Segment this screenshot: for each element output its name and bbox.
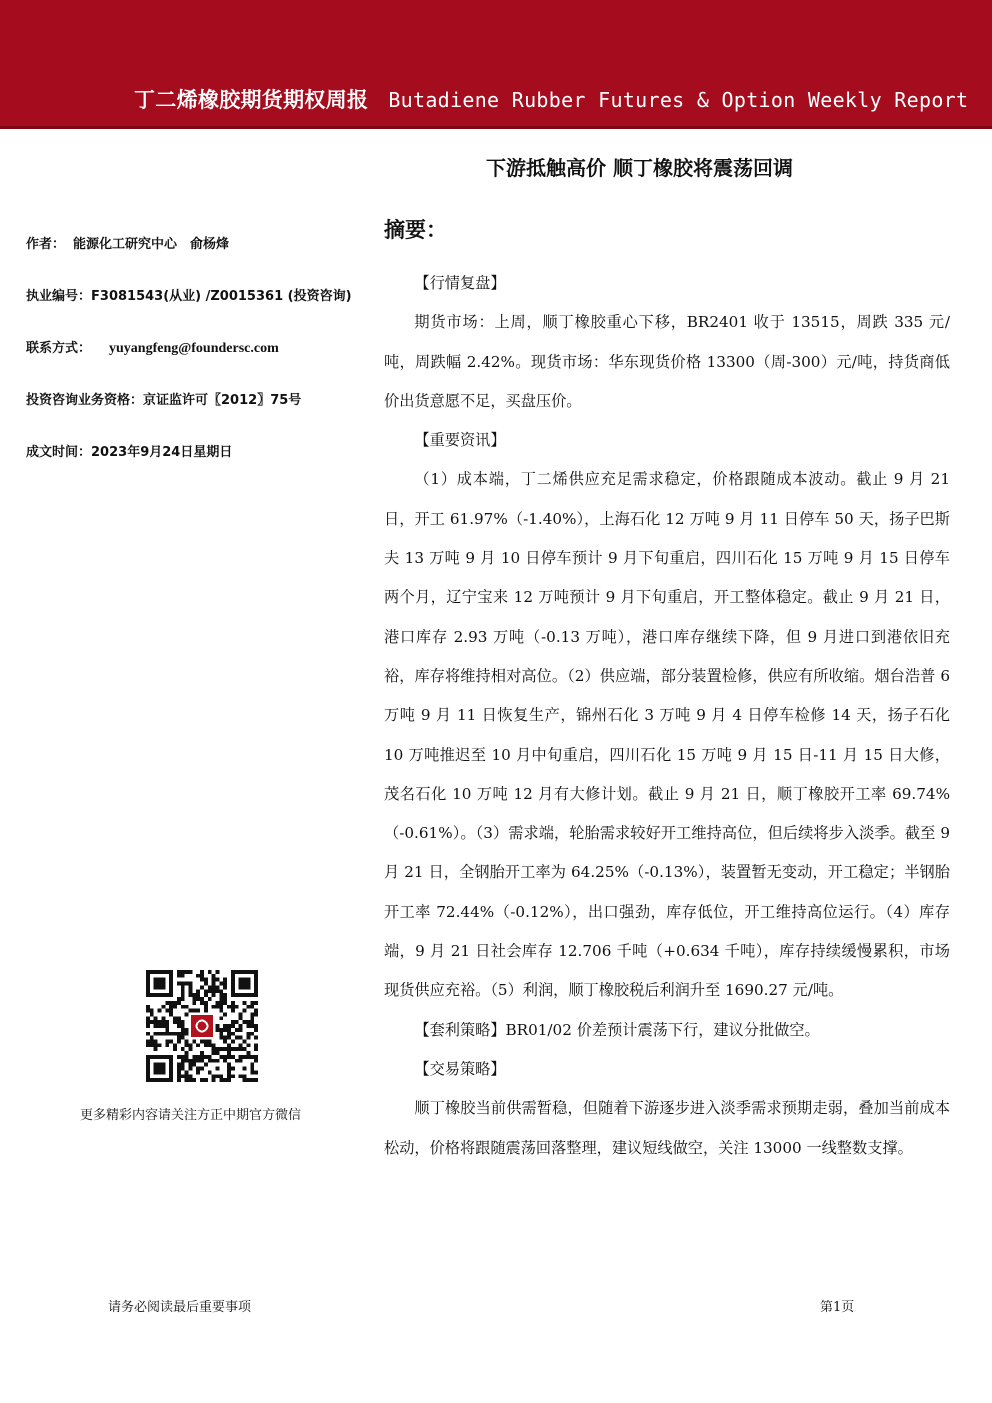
- page-number: 第1页: [820, 1300, 855, 1315]
- footer-notice: 请务必阅读最后重要事项: [108, 1300, 252, 1315]
- report-series-title: [134, 84, 984, 114]
- meta-author: [26, 233, 229, 252]
- meta-contact: [26, 337, 279, 357]
- arbitrage-strategy-paragraph: 【套利策略】BR01/02 价差预计震荡下行，建议分批做空。: [414, 1020, 820, 1039]
- meta-date: [26, 441, 232, 460]
- meta-contact-value[interactable]: yuyangfeng@foundersc.com: [109, 341, 279, 356]
- report-series-title-en: Butadiene Rubber Futures & Option Weekly Report: [388, 88, 969, 112]
- header-banner: [0, 0, 992, 129]
- meta-qualification-label: 投资咨询业务资格：: [26, 393, 144, 408]
- abstract-heading: 摘要：: [384, 218, 447, 242]
- meta-qualification: [26, 389, 301, 408]
- abstract-body: [384, 264, 950, 1168]
- key-news-paragraph: （1）成本端，丁二烯供应充足需求稳定，价格跟随成本波动。截止 9 月 21 日，开工 61.97%（-1.40%），上海石化 12 万吨 9 月 11 日停车 50 天，扬子巴斯夫 13 万吨 9 月 10 日停车预计 9 月下旬重启，四川石化 15 万吨 9 月 15 日停车两个月，辽宁宝来 12 万吨预计 9 月下旬重启，开工整体稳定。截止 9 月 21 日，港口库存 2.93 万吨（-0.13 万吨），港口库存继续下降，但 9 月进口到港依旧充裕，库存将维持相对高位。（2）供应端，部分装置检修，供应有所收缩。烟台浩普 6 万吨 9 月 11 日恢复生产，锦州石化 3 万吨 9 月 4 日停车检修 14 天，扬子石化 10 万吨推迟至 10 月中旬重启，四川石化 15 万吨 9 月 15 日-11 月 15 日大修，茂名石化 10 万吨 12 月有大修计划。截止 9 月 21 日，顺丁橡胶开工率 69.74%（-0.61%）。（3）需求端，轮胎需求较好开工维持高位，但后续将步入淡季。截至 9 月 21 日，全钢胎开工率为 64.25%（-0.13%），装置暂无变动，开工稳定；半钢胎开工率 72.44%（-0.12%），出口强劲，库存低位，开工维持高位运行。（4）库存端，9 月 21 日社会库存 12.706 千吨（+0.634 千吨），库存持续缓慢累积，市场现货供应充裕。（5）利润，顺丁橡胶税后利润升至 1690.27 元/吨。: [384, 470, 950, 1000]
- meta-qualification-value: 京证监许可〖2012〗75号: [143, 393, 302, 408]
- trading-strategy-paragraph: 顺丁橡胶当前供需暂稳，但随着下游逐步进入淡季需求预期走弱，叠加当前成本松动，价格将跟随震荡回落整理，建议短线做空，关注 13000 一线整数支撑。: [384, 1099, 950, 1157]
- market-review-paragraph: 期货市场：上周，顺丁橡胶重心下移，BR2401 收于 13515，周跌 335 元/吨，周跌幅 2.42%。现货市场：华东现货价格 13300（周-300）元/吨，持货商低价出货意愿不足，买盘压价。: [384, 313, 950, 410]
- meta-date-label: 成文时间：: [26, 445, 92, 460]
- meta-license-value: F3081543(从业) /Z0015361 (投资咨询): [91, 289, 352, 304]
- meta-license-label: 执业编号：: [26, 289, 92, 304]
- section-key-news-heading: 【重要资讯】: [414, 431, 506, 450]
- meta-contact-label: 联系方式：: [26, 341, 92, 356]
- wechat-qr-code-icon: [146, 970, 258, 1082]
- meta-author-label: 作者：: [26, 237, 66, 252]
- document-title: 下游抵触高价 顺丁橡胶将震荡回调: [486, 156, 793, 180]
- qr-caption: 更多精彩内容请关注方正中期官方微信: [80, 1108, 302, 1123]
- section-trading-strategy-heading: 【交易策略】: [414, 1059, 506, 1078]
- meta-author-value: 能源化工研究中心 俞杨烽: [73, 237, 230, 252]
- meta-date-value: 2023年9月24日星期日: [91, 445, 233, 460]
- meta-license: [26, 285, 352, 304]
- report-series-title-cn: 丁二烯橡胶期货期权周报: [134, 88, 369, 112]
- section-market-review-heading: 【行情复盘】: [414, 274, 506, 292]
